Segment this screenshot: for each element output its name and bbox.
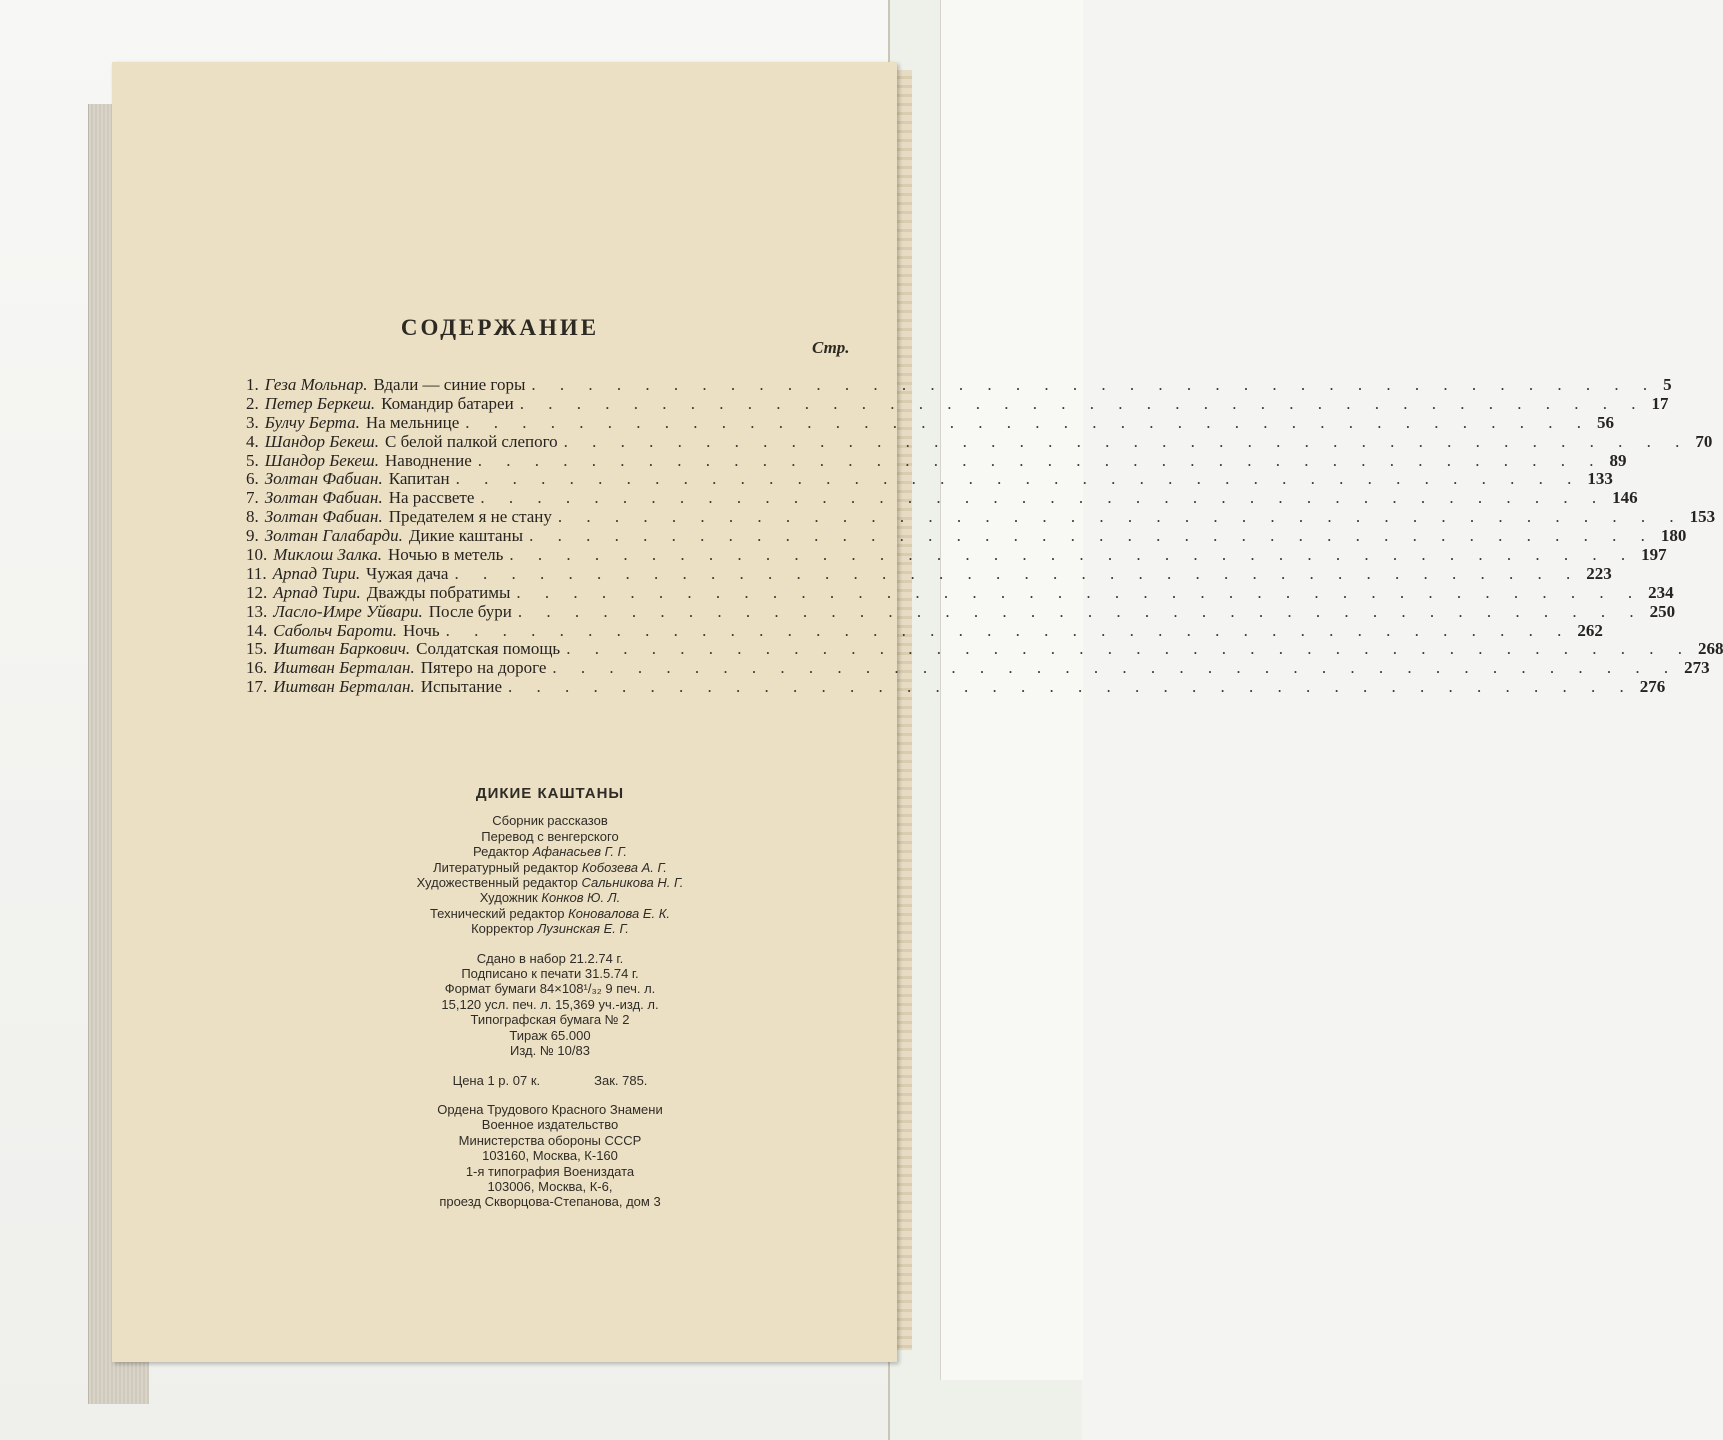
toc-entry-number: 12. bbox=[246, 582, 268, 602]
publisher-line: 103006, Москва, К-6, bbox=[487, 1178, 613, 1194]
toc-entry-page: 89 bbox=[1609, 450, 1627, 470]
toc-entry-leader: . . . . . . . . . . . . . . . . . . . . . . . . . . . . . . . . . . . . . . . . bbox=[531, 375, 1658, 394]
credit-role: Перевод с венгерского bbox=[481, 828, 619, 844]
toc-entry-title: Вдали — синие горы bbox=[373, 375, 526, 394]
credit-name: Сальникова Н. Г. bbox=[581, 875, 684, 891]
production-line: Изд. № 10/83 bbox=[510, 1043, 590, 1059]
toc-entry bbox=[246, 393, 1669, 413]
toc-entry-page: 153 bbox=[1689, 507, 1716, 527]
toc-entry-title: На рассвете bbox=[388, 488, 475, 508]
toc-entry-author: Арпад Тири. bbox=[273, 582, 361, 602]
toc-entry-author: Шандор Бекеш. bbox=[264, 450, 379, 470]
toc-entry-page: 5 bbox=[1663, 375, 1672, 394]
production-line: Тираж 65.000 bbox=[509, 1027, 591, 1043]
toc-entry bbox=[246, 450, 1627, 470]
toc-entry-author: Золтан Галабарди. bbox=[264, 526, 403, 546]
toc-entry-author: Арпад Тири. bbox=[272, 563, 361, 583]
toc-entry-number: 5. bbox=[246, 450, 259, 470]
toc-entry-title: Солдатская помощь bbox=[416, 639, 561, 659]
toc-entry bbox=[246, 431, 1713, 451]
toc-entry-leader: . . . . . . . . . . . . . . . . . . . . . . . . . . . . . . . . . . . . . . . . bbox=[454, 563, 1581, 583]
toc-entry-number: 17. bbox=[246, 677, 268, 697]
toc-entry-author: Иштван Берталан. bbox=[273, 677, 415, 697]
publisher-line: Военное издательство bbox=[481, 1117, 619, 1133]
toc-entry bbox=[246, 469, 1613, 489]
credit-line bbox=[300, 844, 800, 859]
toc-entry-page: 276 bbox=[1639, 677, 1666, 697]
toc-entry bbox=[246, 488, 1638, 508]
toc-entry-title: Ночь bbox=[403, 620, 440, 640]
production-line: 15,120 усл. печ. л. 15,369 уч.-изд. л. bbox=[441, 996, 659, 1012]
credit-line bbox=[300, 890, 800, 905]
toc-entry-number: 2. bbox=[246, 393, 259, 413]
toc-entry-number: 16. bbox=[246, 658, 268, 678]
toc-entry-title: Чужая дача bbox=[366, 563, 449, 583]
toc-entry bbox=[246, 677, 1666, 697]
toc-entry-leader: . . . . . . . . . . . . . . . . . . . . . . . . . . . . . . . . . . . . . . . . bbox=[552, 658, 1679, 678]
credits-list bbox=[300, 813, 800, 936]
toc-entry-number: 4. bbox=[246, 431, 259, 451]
price: Цена 1 р. 07 к. bbox=[452, 1072, 541, 1088]
toc-entry-title: Дважды побратимы bbox=[366, 582, 511, 602]
toc-heading: СОДЕРЖАНИЕ bbox=[400, 315, 600, 340]
toc-entry-page: 234 bbox=[1648, 582, 1674, 602]
toc-entry-author: Иштван Берталан. bbox=[273, 658, 415, 678]
toc-entry-number: 14. bbox=[246, 620, 268, 640]
toc-entry-number: 1. bbox=[246, 375, 259, 394]
toc-entry-leader: . . . . . . . . . . . . . . . . . . . . . . . . . . . . . . . . . . . . . . . . bbox=[519, 393, 1646, 413]
publisher-line: 103160, Москва, К-160 bbox=[482, 1148, 618, 1164]
adjacent-page-right bbox=[888, 0, 1082, 1440]
credit-line bbox=[300, 921, 800, 936]
credit-name: Афанасьев Г. Г. bbox=[532, 844, 627, 860]
toc-entry-author: Золтан Фабиан. bbox=[264, 507, 383, 527]
credit-line bbox=[300, 860, 800, 875]
toc-entry-page: 197 bbox=[1641, 545, 1667, 565]
toc-entry-page: 56 bbox=[1597, 412, 1615, 432]
toc-entry bbox=[246, 658, 1710, 678]
toc-entry-page: 223 bbox=[1586, 563, 1612, 583]
toc-entry-leader: . . . . . . . . . . . . . . . . . . . . . . . . . . . . . . . . . . . . . . . . bbox=[508, 677, 1634, 697]
credit-line bbox=[300, 906, 800, 921]
credit-role: Литературный редактор bbox=[433, 859, 579, 875]
production-line: Формат бумаги 84×108¹/₃₂ 9 печ. л. bbox=[444, 981, 656, 997]
toc-entry-title: На мельнице bbox=[365, 412, 460, 432]
toc-entry-number: 9. bbox=[246, 526, 259, 546]
toc-entry-page: 262 bbox=[1577, 620, 1603, 640]
toc-entry-page: 273 bbox=[1684, 658, 1710, 678]
credit-role: Художественный редактор bbox=[416, 875, 578, 891]
toc-entry-title: С белой палкой слепого bbox=[385, 431, 558, 451]
toc-entry-title: Капитан bbox=[388, 469, 450, 489]
toc-entry bbox=[246, 620, 1603, 640]
toc-entry-page: 70 bbox=[1695, 431, 1713, 451]
toc-entry-page: 250 bbox=[1649, 601, 1676, 621]
toc-entry-page: 180 bbox=[1660, 526, 1687, 546]
credit-name: Коновалова Е. К. bbox=[568, 905, 671, 921]
production-line: Типографская бумага № 2 bbox=[470, 1012, 630, 1028]
credit-role: Технический редактор bbox=[429, 905, 565, 921]
credit-line bbox=[300, 875, 800, 890]
publisher-line: Ордена Трудового Красного Знамени bbox=[437, 1101, 663, 1117]
toc-entry-leader: . . . . . . . . . . . . . . . . . . . . . . . . . . . . . . . . . . . . . . . . bbox=[529, 526, 1655, 546]
toc-entry-page: 268 bbox=[1697, 639, 1723, 659]
publisher-line: Министерства обороны СССР bbox=[458, 1132, 642, 1148]
credit-line bbox=[300, 813, 800, 828]
toc-entry-number: 3. bbox=[246, 412, 259, 432]
toc-entry bbox=[246, 545, 1667, 565]
publisher-info bbox=[300, 1102, 800, 1210]
credit-name: Конков Ю. Л. bbox=[541, 890, 621, 906]
price-row bbox=[300, 1073, 800, 1088]
toc-entry-number: 11. bbox=[246, 563, 267, 583]
toc-entry-number: 6. bbox=[246, 469, 259, 489]
toc-entry-leader: . . . . . . . . . . . . . . . . . . . . . . . . . . . . . . . . . . . . . . . . bbox=[563, 431, 1690, 451]
toc-entry bbox=[246, 563, 1612, 583]
toc-entry-title: Испытание bbox=[420, 677, 502, 697]
publisher-line: 1-я типография Воениздата bbox=[465, 1163, 635, 1179]
toc-entry bbox=[246, 639, 1723, 659]
toc-entry bbox=[246, 582, 1674, 602]
toc-entry-author: Шандор Бекеш. bbox=[264, 431, 379, 451]
toc-entry-author: Золтан Фабиан. bbox=[264, 469, 383, 489]
toc-entry-title: Пятеро на дороге bbox=[420, 658, 547, 678]
toc-entry bbox=[246, 375, 1672, 394]
toc-entry-author: Сабольч Бароти. bbox=[273, 620, 398, 640]
toc-entry-leader: . . . . . . . . . . . . . . . . . . . . . . . . . . . . . . . . . . . . . . . . bbox=[465, 412, 1592, 432]
toc-entry-author: Булчу Берта. bbox=[264, 412, 360, 432]
publisher-line: проезд Скворцова-Степанова, дом 3 bbox=[439, 1194, 661, 1210]
toc-entry-author: Золтан Фабиан. bbox=[264, 488, 383, 508]
toc-entry-number: 10. bbox=[246, 545, 268, 565]
toc-entry-number: 13. bbox=[246, 601, 268, 621]
toc-entry-author: Петер Беркеш. bbox=[264, 393, 376, 413]
toc-entry-page: 133 bbox=[1587, 469, 1613, 489]
toc-entry-title: Командир батареи bbox=[381, 393, 514, 413]
order-number: Зак. 785. bbox=[594, 1072, 648, 1088]
toc-entry-leader: . . . . . . . . . . . . . . . . . . . . . . . . . . . . . . . . . . . . . . . . bbox=[509, 545, 1636, 565]
show-through-text bbox=[236, 150, 876, 320]
toc-entry bbox=[246, 412, 1615, 432]
credit-role: Сборник рассказов bbox=[492, 813, 608, 829]
production-line: Подписано к печати 31.5.74 г. bbox=[461, 966, 639, 982]
toc-entry-title: Ночью в метель bbox=[388, 545, 504, 565]
credit-name: Кобозева А. Г. bbox=[581, 859, 667, 875]
toc-entry-page: 146 bbox=[1612, 488, 1638, 508]
toc-entry-author: Миклош Залка. bbox=[273, 545, 383, 565]
toc-entry bbox=[246, 601, 1676, 621]
production-line: Сдано в набор 21.2.74 г. bbox=[476, 950, 624, 966]
toc-entry-leader: . . . . . . . . . . . . . . . . . . . . . . . . . . . . . . . . . . . . . . . . bbox=[516, 582, 1643, 602]
toc-entry-number: 15. bbox=[246, 639, 268, 659]
toc-entry-number: 8. bbox=[246, 507, 259, 527]
toc-entry-title: Дикие каштаны bbox=[408, 526, 524, 546]
toc-entry-title: Наводнение bbox=[385, 450, 472, 470]
toc-entry-page: 17 bbox=[1651, 393, 1669, 413]
toc-entry bbox=[246, 526, 1687, 546]
table-of-contents bbox=[246, 375, 1723, 697]
book-title: ДИКИЕ КАШТАНЫ bbox=[475, 785, 625, 802]
toc-entry-author: Иштван Баркович. bbox=[273, 639, 411, 659]
toc-entry-number: 7. bbox=[246, 488, 259, 508]
toc-entry-title: После бури bbox=[428, 601, 512, 621]
credit-role: Художник bbox=[479, 890, 538, 906]
toc-entry-leader: . . . . . . . . . . . . . . . . . . . . . . . . . . . . . . . . . . . . . . . . bbox=[566, 639, 1692, 659]
toc-entry bbox=[246, 507, 1716, 527]
credit-name: Лузинская Е. Г. bbox=[537, 921, 629, 937]
toc-entry-leader: . . . . . . . . . . . . . . . . . . . . . . . . . . . . . . . . . . . . . . . . bbox=[480, 488, 1607, 508]
toc-entry-leader: . . . . . . . . . . . . . . . . . . . . . . . . . . . . . . . . . . . . . . . . bbox=[455, 469, 1582, 489]
production-details bbox=[300, 951, 800, 1059]
page-column-label: Стр. bbox=[812, 338, 850, 357]
toc-entry-leader: . . . . . . . . . . . . . . . . . . . . . . . . . . . . . . . . . . . . . . . . bbox=[517, 601, 1644, 621]
imprint-block bbox=[300, 786, 800, 1224]
toc-entry-leader: . . . . . . . . . . . . . . . . . . . . . . . . . . . . . . . . . . . . . . . . bbox=[557, 507, 1684, 527]
credit-role: Редактор bbox=[473, 844, 529, 860]
toc-entry-author: Геза Мольнар. bbox=[264, 375, 368, 394]
toc-entry-leader: . . . . . . . . . . . . . . . . . . . . . . . . . . . . . . . . . . . . . . . . bbox=[477, 450, 1604, 470]
toc-entry-author: Ласло-Имре Уйвари. bbox=[273, 601, 423, 621]
credit-line bbox=[300, 829, 800, 844]
toc-entry-title: Предателем я не стану bbox=[388, 507, 552, 527]
credit-role: Корректор bbox=[471, 921, 534, 937]
toc-entry-leader: . . . . . . . . . . . . . . . . . . . . . . . . . . . . . . . . . . . . . . . . bbox=[445, 620, 1572, 640]
